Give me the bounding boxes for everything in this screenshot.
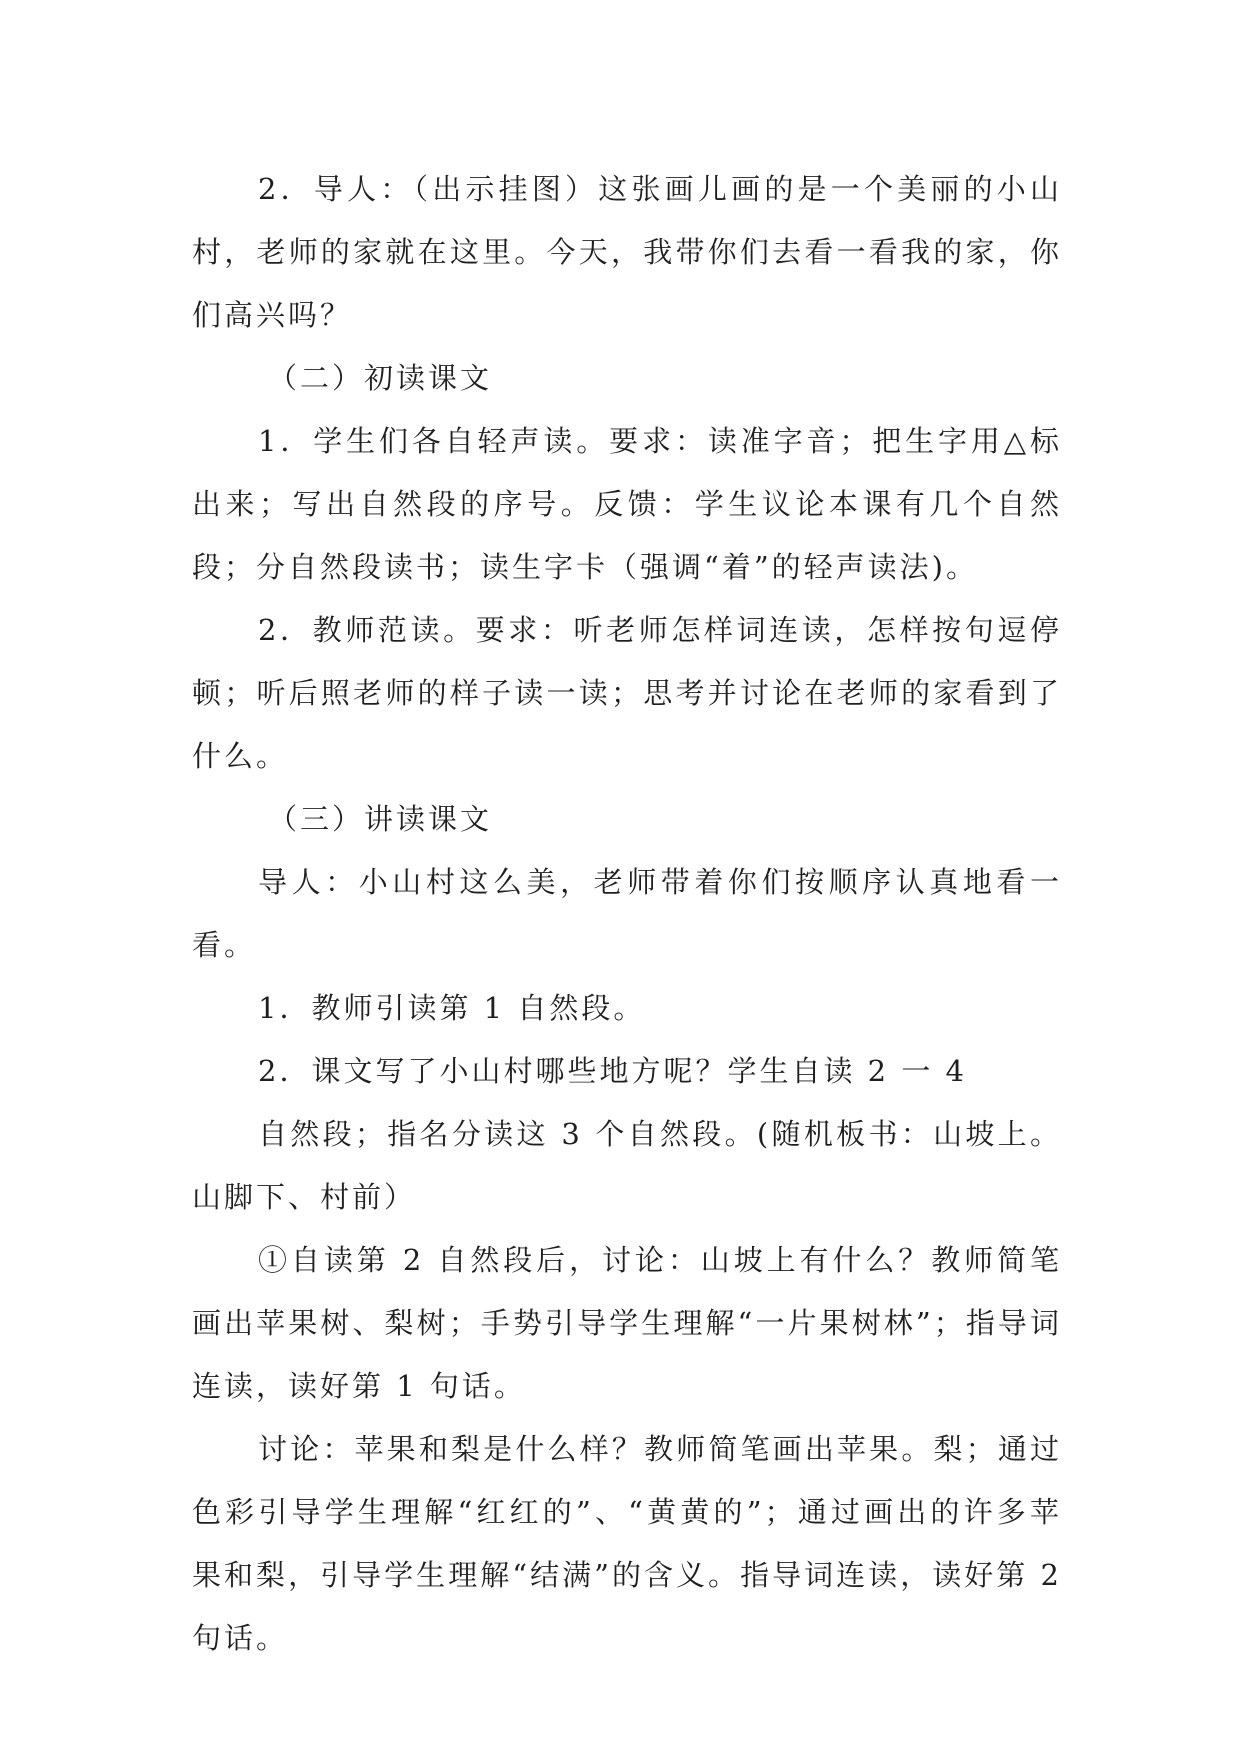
paragraph-step-2-continued: 自然段；指名分读这 3 个自然段。(随机板书：山坡上。山脚下、村前） (192, 1117, 1062, 1214)
paragraph-hillside: ①自读第 2 自然段后，讨论：山坡上有什么？教师简笔画出苹果树、梨树；手势引导学生理解“一片果树林”；指导词连读，读好第 1 句话。 (192, 1243, 1062, 1403)
paragraph-intro-guide: 2．导人：（出示挂图）这张画儿画的是一个美丽的小山村，老师的家就在这里。今天，我带你们去看一看我的家，你们高兴吗？ (192, 172, 1062, 332)
paragraph-self-reading: 1．学生们各自轻声读。要求：读准字音；把生字用△标出来；写出自然段的序号。反馈：学生议论本课有几个自然段；分自然段读书；读生字卡（强调“着”的轻声读法)。 (192, 424, 1062, 584)
paragraph-teacher-reading: 2．教师范读。要求：听老师怎样词连读，怎样按句逗停顿；听后照老师的样子读一读；思考并讨论在老师的家看到了什么。 (192, 613, 1062, 773)
paragraph-step-2: 2．课文写了小山村哪些地方呢？学生自读 2 一 4 (258, 1054, 968, 1088)
paragraph-discussion: 讨论：苹果和梨是什么样？教师简笔画出苹果。梨；通过色彩引导学生理解“红红的”、“黄黄的”；通过画出的许多苹果和梨，引导学生理解“结满”的含义。指导词连读，读好第 2 句话。 (192, 1432, 1062, 1655)
heading-first-reading: （二）初读课文 (268, 361, 493, 395)
document-body (192, 158, 1062, 1670)
paragraph-lead-in: 导人：小山村这么美，老师带着你们按顺序认真地看一看。 (192, 865, 1062, 962)
paragraph-step-1: 1．教师引读第 1 自然段。 (258, 991, 646, 1025)
heading-lecture-reading: （三）讲读课文 (268, 802, 493, 836)
